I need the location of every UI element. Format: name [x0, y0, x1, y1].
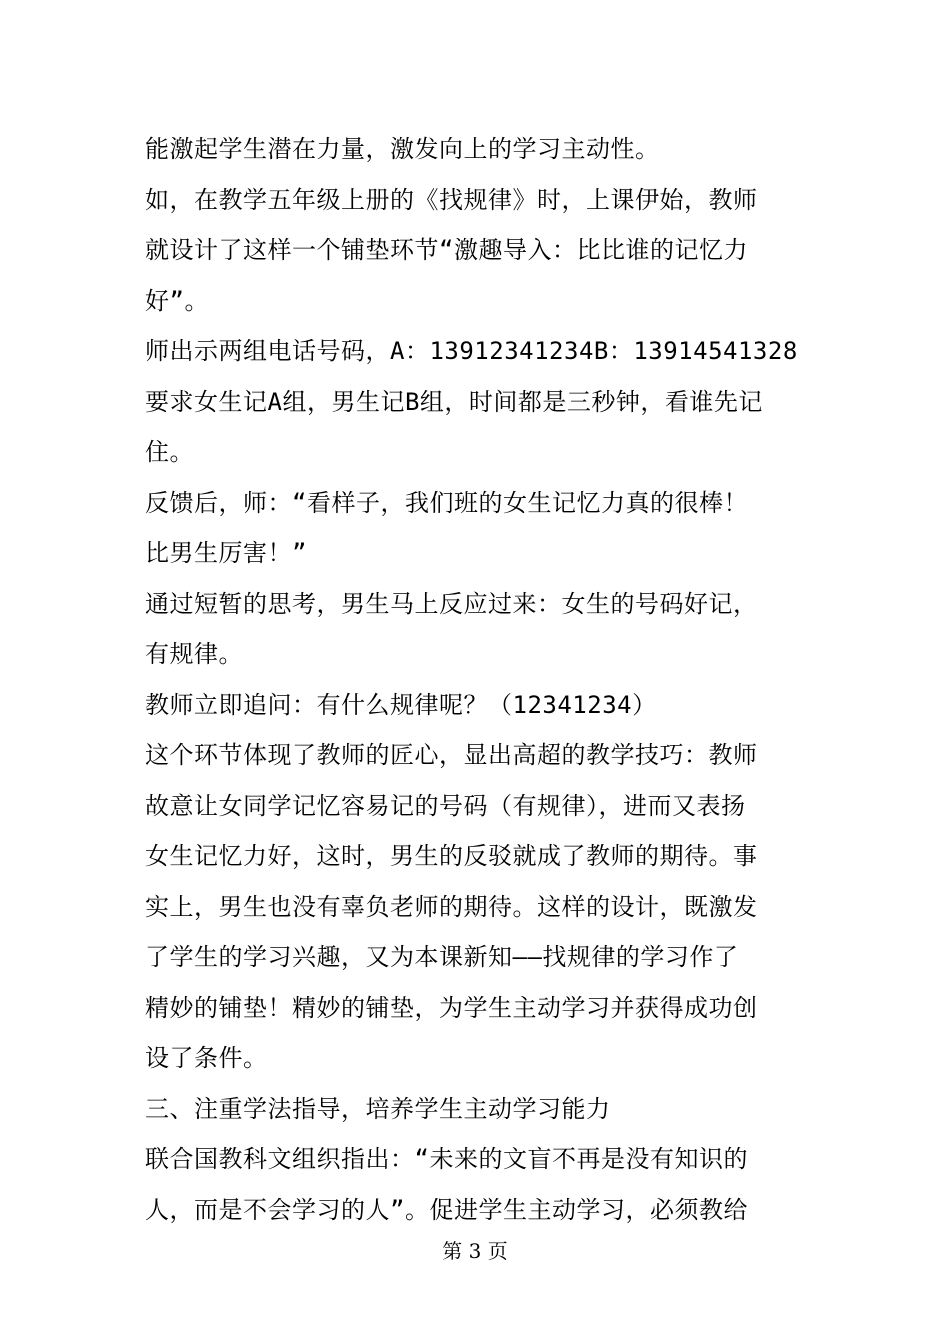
section-heading: 三、注重学法指导，培养学生主动学习能力	[145, 1094, 611, 1123]
text-line: 了学生的学习兴趣，又为本课新知——找规律的学习作了	[145, 943, 739, 971]
text-line: 比男生厉害！”	[145, 539, 307, 567]
text-line: 教师立即追问：有什么规律呢？（12341234）	[145, 690, 657, 719]
text-line: 实上，男生也没有辜负老师的期待。这样的设计，既激发	[145, 892, 758, 921]
text-line: 有规律。	[145, 640, 243, 668]
text-line: 住。	[145, 438, 194, 466]
text-line: 故意让女同学记忆容易记的号码（有规律），进而又表扬	[145, 791, 746, 820]
text-line: 如，在教学五年级上册的《找规律》时，上课伊始，教师	[145, 185, 758, 214]
text-line: 好”。	[145, 286, 209, 315]
text-line: 女生记忆力好，这时，男生的反驳就成了教师的期待。事	[145, 842, 758, 870]
text-line: 能激起学生潜在力量，激发向上的学习主动性。	[145, 135, 660, 163]
text-line: 师出示两组电话号码，A：13912341234B：13914541328	[145, 337, 798, 365]
page-number: 第 3 页	[442, 1239, 508, 1263]
text-line: 反馈后，师：“看样子，我们班的女生记忆力真的很棒！	[145, 488, 748, 517]
text-line: 就设计了这样一个铺垫环节“激趣导入：比比谁的记忆力	[145, 236, 748, 264]
text-line: 设了条件。	[145, 1044, 268, 1072]
text-line: 这个环节体现了教师的匠心，显出高超的教学技巧：教师	[145, 741, 758, 769]
text-line: 通过短暂的思考，男生马上反应过来：女生的号码好记，	[145, 589, 758, 618]
text-line: 联合国教科文组织指出：“未来的文盲不再是没有知识的	[145, 1145, 748, 1173]
text-line: 人，而是不会学习的人”。促进学生主动学习，必须教给	[145, 1195, 748, 1224]
text-line: 要求女生记A组，男生记B组，时间都是三秒钟，看谁先记	[145, 387, 763, 416]
body-text	[145, 124, 825, 1235]
text-line: 精妙的铺垫！精妙的铺垫，为学生主动学习并获得成功创	[145, 993, 758, 1022]
